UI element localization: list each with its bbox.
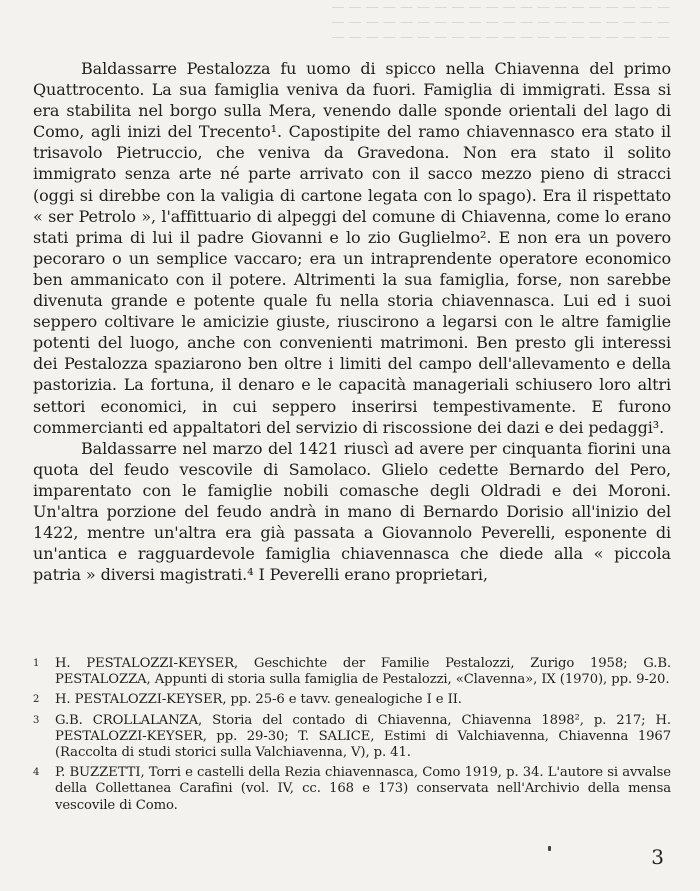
- ink-speck: [548, 846, 551, 851]
- footnote-marker: 4: [33, 767, 40, 779]
- footnote-4: [33, 765, 671, 814]
- footnotes: [33, 656, 671, 832]
- footnote-text: H. PESTALOZZI-KEYSER, Geschichte der Familie Pestalozzi, Zurigo 1958; G.B. PESTALOZZA, Appunti di storia sulla famiglia de Pestalozzi, «Clavenna», IX (1970), pp. 9-20.: [55, 656, 671, 688]
- footnote-text: H. PESTALOZZI-KEYSER, pp. 25-6 e tavv. genealogiche I e II.: [55, 692, 462, 708]
- footnote-marker: 2: [33, 694, 40, 706]
- footnote-text: G.B. CROLLALANZA, Storia del contado di Chiavenna, Chiavenna 1898², p. 217; H. PESTALOZZI-KEYSER, pp. 29-30; T. SALICE, Estimi di Valchiavenna, Chiavenna 1967 (Raccolta di studi storici sulla Valchiavenna, V), p. 41.: [55, 712, 671, 761]
- paragraph-1: Baldassarre Pestalozza fu uomo di spicco nella Chiavenna del primo Quattrocento. La sua famiglia veniva da fuori. Famiglia di immigrati. Essa si era stabilita nel borgo sulla Mera, venendo dalle sponde orientali del lago di Como, agli inizi del Trecento¹. Capostipite del ramo chiavennasco era stato il trisavolo Pietruccio, che veniva da Gravedona. Non era stato il solito immigrato senza arte né parte arrivato con il sacco mezzo pieno di stracci (oggi si direbbe con la valigia di cartone legata con lo spago). Era il rispettato « ser Petrolo », l'affittuario di alpeggi del comune di Chiavenna, come lo erano stati prima di lui il padre Giovanni e lo zio Guglielmo². E non era un povero pecoraro o un semplice vaccaro; era un intraprendente operatore economico ben ammanicato con il potere. Altrimenti la sua famiglia, forse, non sarebbe divenuta grande e potente quale fu nella storia chiavennasca. Lui ed i suoi seppero coltivare le amicizie giuste, riuscirono a legarsi con le altre famiglie potenti del luogo, anche con convenienti matrimoni. Ben presto gli interessi dei Pestalozza spaziarono ben oltre i limiti del campo dell'allevamento e della pastorizia. La fortuna, il denaro e le capacità manageriali schiusero loro altri settori economici, in cui seppero inserirsi tempestivamente. E furono commercianti ed appaltatori del servizio di riscossione dei dazi e dei pedaggi³.: [33, 59, 671, 437]
- page-number: 3: [651, 845, 664, 869]
- footnote-marker: 1: [33, 658, 40, 669]
- footnote-marker: 3: [33, 714, 40, 726]
- footnote-3: [33, 713, 671, 762]
- footnote-1: [33, 656, 671, 688]
- paragraph-2: Baldassarre nel marzo del 1421 riuscì ad avere per cinquanta fiorini una quota del feudo vescovile di Samolaco. Glielo cedette Bernardo del Pero, imparentato con le famiglie nobili comasche degli Oldradi e dei Moroni. Un'altra porzione del feudo andrà in mano di Bernardo Dorisio all'inizio del 1422, mentre un'altra era già passata a Giovannolo Peverelli, esponente di un'antica e ragguardevole famiglia chiavennasca che diede alla « piccola patria » diversi magistrati.⁴ I Peverelli erano proprietari,: [33, 438, 671, 585]
- footnote-2: [33, 692, 671, 708]
- footnote-text: P. BUZZETTI, Torri e castelli della Rezia chiavennasca, Como 1919, p. 34. L'autore si avvalse della Collettanea Carafini (vol. IV, cc. 168 e 173) conservata nell'Archivio della mensa vescovile di Como.: [55, 765, 671, 813]
- show-through-text: — — — — — — — — — — — — — — — — — — — — — — — — — — — — — — — — — — — — — — — — — — — — — — — — — — — — — — — — — — — —: [331, 0, 670, 45]
- main-text: [33, 58, 671, 606]
